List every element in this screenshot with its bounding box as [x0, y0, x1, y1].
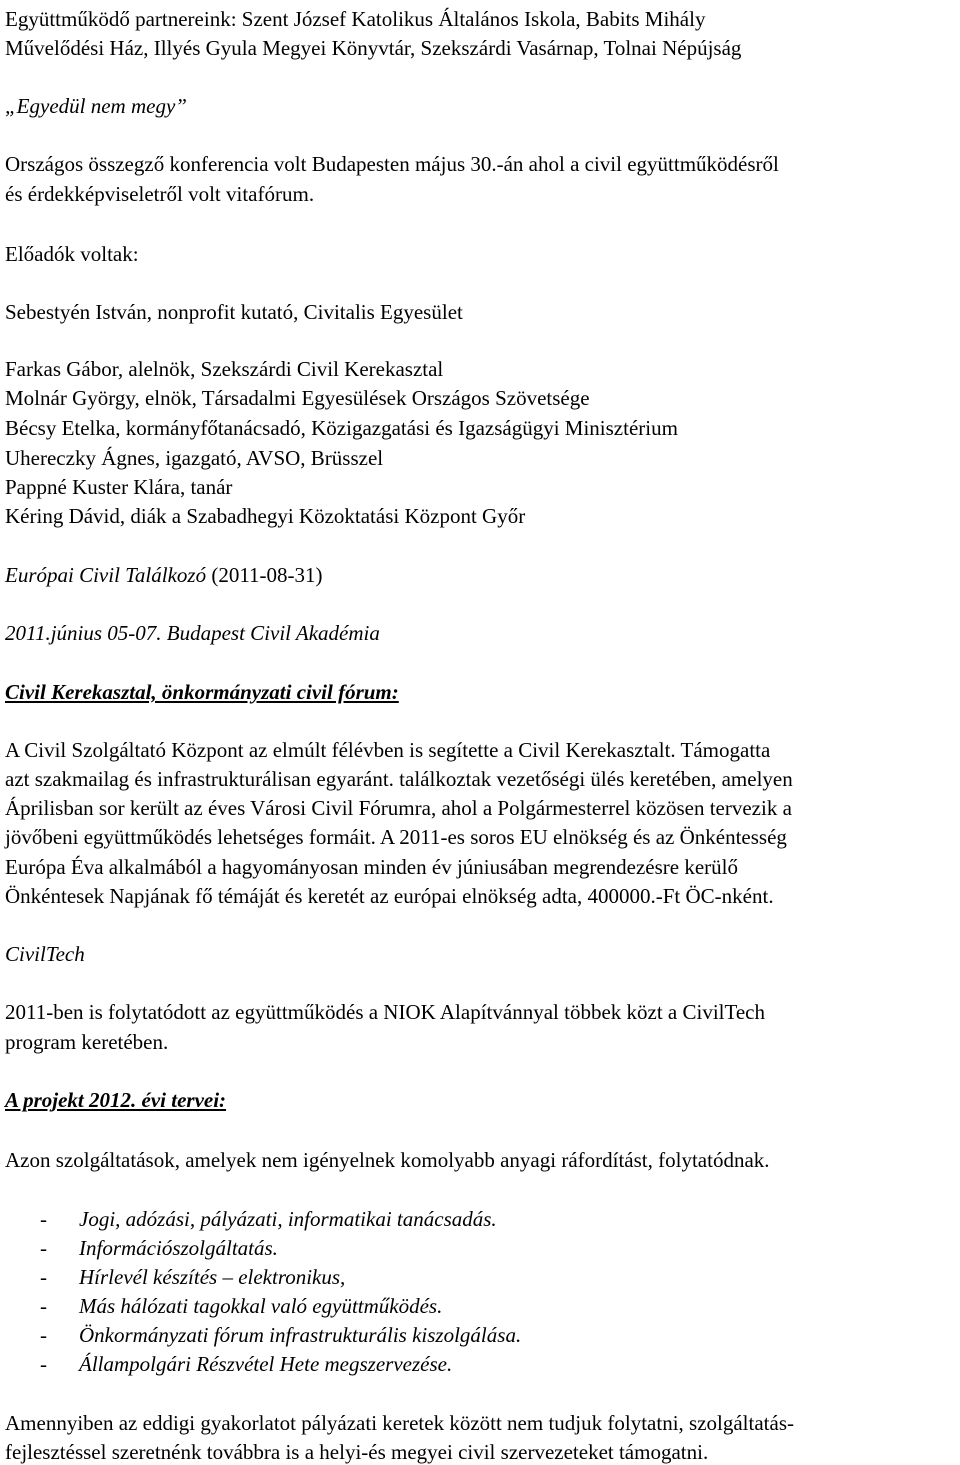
closing-line-1: Amennyiben az eddigi gyakorlatot pályázati keretek között nem tudjuk folytatni, szolgáltatás- — [5, 1411, 794, 1435]
akademia-line: 2011.június 05-07. Budapest Civil Akadémia — [5, 621, 380, 645]
kerekasztal-line: Áprilisban sor került az éves Városi Civil Fórumra, ahol a Polgármesterrel közösen tervezik a — [5, 796, 792, 820]
list-dash: - — [40, 1207, 47, 1231]
list-item: Önkormányzati fórum infrastrukturális kiszolgálása. — [79, 1323, 522, 1347]
projekt-intro: Azon szolgáltatások, amelyek nem igényelnek komolyabb anyagi ráfordítást, folytatódnak. — [5, 1148, 770, 1172]
speaker-item: Pappné Kuster Klára, tanár — [5, 475, 233, 499]
list-dash: - — [40, 1323, 47, 1347]
europai-title: Európai Civil Találkozó — [5, 563, 207, 587]
speaker-item: Uhereczky Ágnes, igazgató, AVSO, Brüsszel — [5, 446, 384, 470]
list-item: Jogi, adózási, pályázati, informatikai tanácsadás. — [79, 1207, 497, 1231]
closing-line-2: fejlesztéssel szeretnénk továbbra is a helyi-és megyei civil szervezeteket támogatni. — [5, 1440, 709, 1464]
kerekasztal-heading: Civil Kerekasztal, önkormányzati civil fórum: — [5, 680, 399, 704]
europai-date: (2011-08-31) — [206, 563, 323, 587]
speakers-heading: Előadók voltak: — [5, 242, 139, 266]
speaker-item: Kéring Dávid, diák a Szabadhegyi Közoktatási Központ Győr — [5, 504, 526, 528]
egyedul-paragraph-line-2: és érdekképviseletről volt vitafórum. — [5, 182, 315, 206]
partners-line-2: Művelődési Ház, Illyés Gyula Megyei Könyvtár, Szekszárdi Vasárnap, Tolnai Népújság — [5, 36, 742, 60]
speaker-item: Farkas Gábor, alelnök, Szekszárdi Civil Kerekasztal — [5, 357, 444, 381]
speaker-item: Sebestyén István, nonprofit kutató, Civitalis Egyesület — [5, 300, 463, 324]
projekt-heading: A projekt 2012. évi tervei: — [5, 1088, 227, 1112]
list-dash: - — [40, 1352, 47, 1376]
egyedul-title: „Egyedül nem megy” — [5, 94, 187, 118]
civiltech-line-2: program keretében. — [5, 1030, 169, 1054]
list-item: Állampolgári Részvétel Hete megszervezése. — [79, 1352, 453, 1376]
partners-line-1: Együttműködő partnereink: Szent József Katolikus Általános Iskola, Babits Mihály — [5, 7, 706, 31]
kerekasztal-line: azt szakmailag és infrastrukturálisan egyaránt. találkoztak vezetőségi ülés keretében, amelyen — [5, 767, 793, 791]
speaker-item: Molnár György, elnök, Társadalmi Egyesülések Országos Szövetsége — [5, 386, 590, 410]
list-dash: - — [40, 1294, 47, 1318]
kerekasztal-line: jövőbeni együttműködés lehetséges formáit. A 2011-es soros EU elnökség és az Önkéntesség — [5, 825, 787, 849]
list-dash: - — [40, 1265, 47, 1289]
kerekasztal-line: Európa Éva alkalmából a hagyományosan minden év júniusában megrendezésre kerülő — [5, 855, 738, 879]
civiltech-line-1: 2011-ben is folytatódott az együttműködés a NIOK Alapítvánnyal többek közt a CivilTech — [5, 1000, 765, 1024]
list-dash: - — [40, 1236, 47, 1260]
egyedul-paragraph-line-1: Országos összegző konferencia volt Budapesten május 30.-án ahol a civil együttműködésről — [5, 152, 779, 176]
europai-line — [5, 562, 323, 588]
speaker-item: Bécsy Etelka, kormányfőtanácsadó, Közigazgatási és Igazságügyi Minisztérium — [5, 416, 678, 440]
list-item: Információszolgáltatás. — [79, 1236, 278, 1260]
list-item: Hírlevél készítés – elektronikus, — [79, 1265, 346, 1289]
list-item: Más hálózati tagokkal való együttműködés. — [79, 1294, 443, 1318]
kerekasztal-line: A Civil Szolgáltató Központ az elmúlt félévben is segítette a Civil Kerekasztalt. Támogatta — [5, 738, 771, 762]
kerekasztal-line: Önkéntesek Napjának fő témáját és keretét az európai elnökség adta, 400000.-Ft ÖC-nként. — [5, 884, 774, 908]
civiltech-title: CivilTech — [5, 942, 85, 966]
